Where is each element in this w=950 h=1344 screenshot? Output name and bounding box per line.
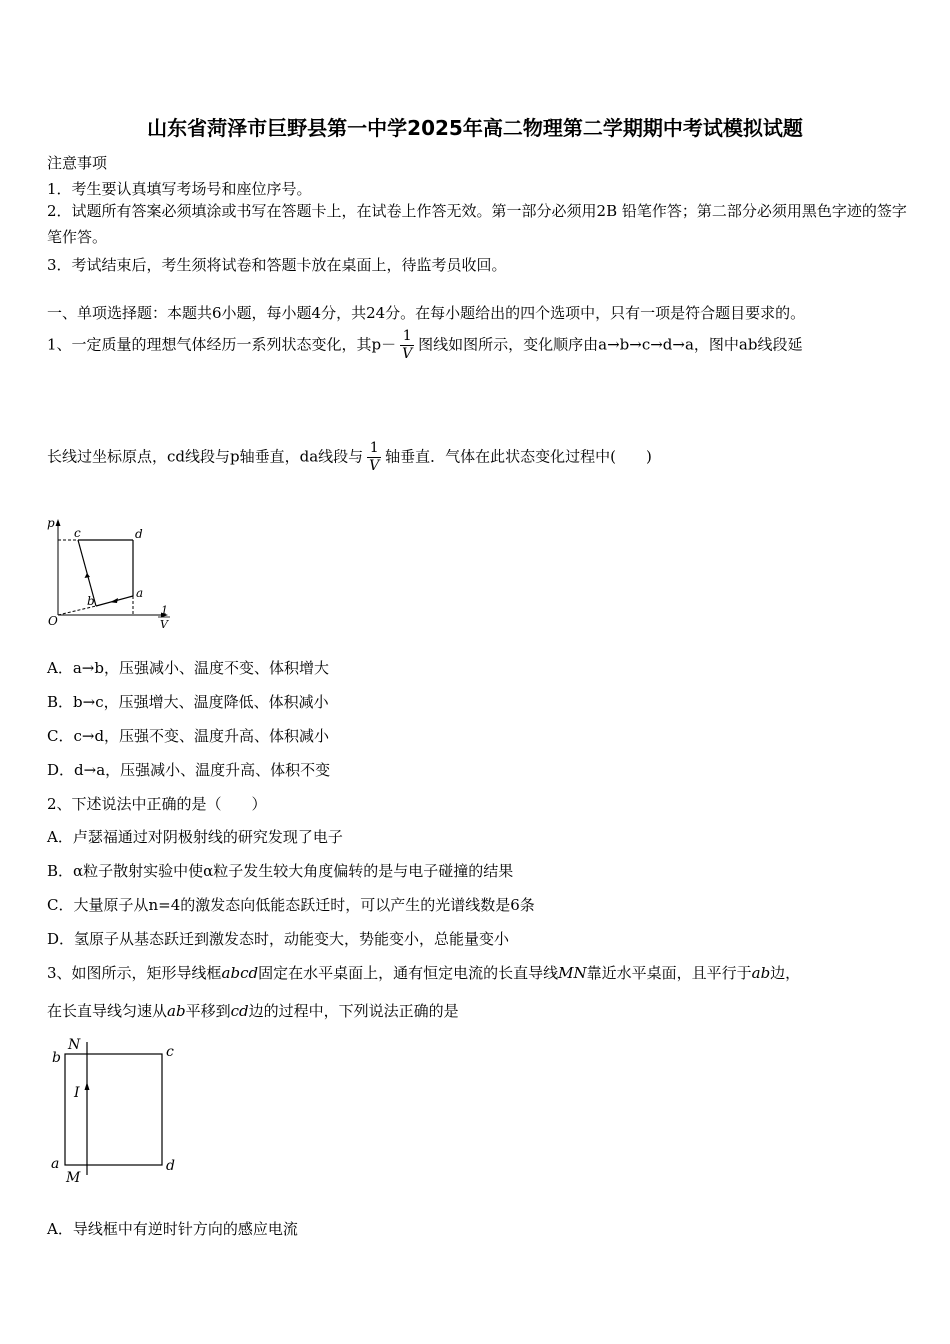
q1-text-part3: 长线过坐标原点，cd线段与p轴垂直，da线段与: [47, 447, 364, 466]
q3-stem-line2: [47, 1000, 459, 1021]
q3-text: 平移到: [185, 1002, 231, 1020]
p-axis-arrow: [56, 519, 61, 526]
wire-end-n-label: N: [68, 1037, 81, 1053]
frac-numerator: 1: [369, 440, 379, 456]
origin-label: O: [48, 614, 58, 628]
q3-edge-label: cd: [230, 1002, 249, 1020]
axis-frac-num: 1: [161, 604, 168, 617]
q3-wire-frame-figure: [46, 1034, 186, 1189]
notice-item-1: 1．考生要认真填写考场号和座位序号。: [47, 180, 312, 198]
q2-option-d: D．氢原子从基态跃迁到激发态时，动能变大，势能变小，总能量变小: [47, 930, 510, 948]
q3-wire-label: MN: [558, 964, 587, 982]
current-i-label: I: [74, 1085, 80, 1101]
q2-option-c: C．大量原子从n=4的激发态向低能态跃迁时，可以产生的光谱线数是6条: [47, 896, 535, 914]
q1-p-1v-graph: [44, 515, 179, 630]
arrow-bc: [85, 573, 91, 578]
q1-option-d: D．d→a，压强减小、温度升高、体积不变: [47, 761, 331, 779]
arrow-ab: [110, 598, 118, 603]
corner-b-label: b: [52, 1050, 61, 1066]
point-d-label: d: [135, 527, 143, 541]
point-c-label: c: [74, 526, 81, 540]
exam-title: 山东省菏泽市巨野县第一中学2025年高二物理第二学期期中考试模拟试题: [147, 116, 803, 140]
frac-denominator: V: [402, 346, 413, 362]
q1-stem-line1: [47, 328, 802, 363]
frac-numerator: 1: [402, 328, 412, 344]
q1-option-c: C．c→d，压强不变、温度升高、体积减小: [47, 727, 330, 745]
p-axis-label: p: [47, 516, 55, 530]
point-b-label: b: [87, 594, 95, 608]
corner-d-label: d: [166, 1158, 175, 1174]
q3-stem-line1: [47, 962, 800, 983]
q3-text: 固定在水平桌面上，通有恒定电流的长直导线: [258, 964, 559, 982]
rectangular-frame: [65, 1054, 162, 1165]
q1-option-a: A．a→b，压强减小、温度不变、体积增大: [47, 659, 329, 677]
section-heading: 一、单项选择题：本题共6小题，每小题4分，共24分。在每小题给出的四个选项中，只有一项是符合题目要求的。: [47, 304, 806, 322]
q1-text-part1: 1、一定质量的理想气体经历一系列状态变化，其p－: [47, 335, 397, 354]
q1-stem-line2: [47, 440, 652, 475]
q1-text-part2: 图线如图所示，变化顺序由a→b→c→d→a，图中ab线段延: [418, 335, 803, 354]
axis-frac-den: V: [160, 618, 168, 630]
q1-text-part4: 轴垂直．气体在此状态变化过程中( ): [385, 447, 652, 466]
notice-heading: 注意事项: [47, 154, 108, 172]
q2-stem: 2、下述说法中正确的是（ ）: [47, 795, 267, 813]
wire-end-m-label: M: [66, 1170, 81, 1186]
q2-option-a: A．卢瑟福通过对阴极射线的研究发现了电子: [47, 828, 343, 846]
q3-text: 靠近水平桌面，且平行于: [586, 964, 752, 982]
q3-frame-label: abcd: [221, 964, 259, 982]
q1-option-b: B．b→c，压强增大、温度降低、体积减小: [47, 693, 329, 711]
q3-text: 边的过程中，下列说法正确的是: [248, 1002, 459, 1020]
q1-fraction-2: [367, 440, 381, 475]
q3-option-a: A．导线框中有逆时针方向的感应电流: [47, 1220, 298, 1238]
notice-item-3: 3．考试结束后，考生须将试卷和答题卡放在桌面上，待监考员收回。: [47, 256, 507, 274]
notice-item-2: 2．试题所有答案必须填涂或书写在答题卡上，在试卷上作答无效。第一部分必须用2B 铅笔作答；第二部分必须用黑色字迹的签字笔作答。: [47, 202, 907, 246]
q3-edge-label: ab: [751, 964, 771, 982]
frac-denominator: V: [369, 458, 380, 474]
q1-fraction-1: [400, 328, 414, 363]
point-a-label: a: [136, 586, 144, 600]
corner-c-label: c: [166, 1044, 174, 1060]
q3-edge-label: ab: [167, 1002, 186, 1020]
q3-text: 在长直导线匀速从: [47, 1002, 168, 1020]
q3-text: 边，: [770, 964, 801, 982]
corner-a-label: a: [51, 1156, 60, 1172]
q3-text: 3、如图所示，矩形导线框: [47, 964, 222, 982]
current-arrow: [85, 1082, 90, 1090]
q2-option-b: B．α粒子散射实验中使α粒子发生较大角度偏转的是与电子碰撞的结果: [47, 862, 514, 880]
